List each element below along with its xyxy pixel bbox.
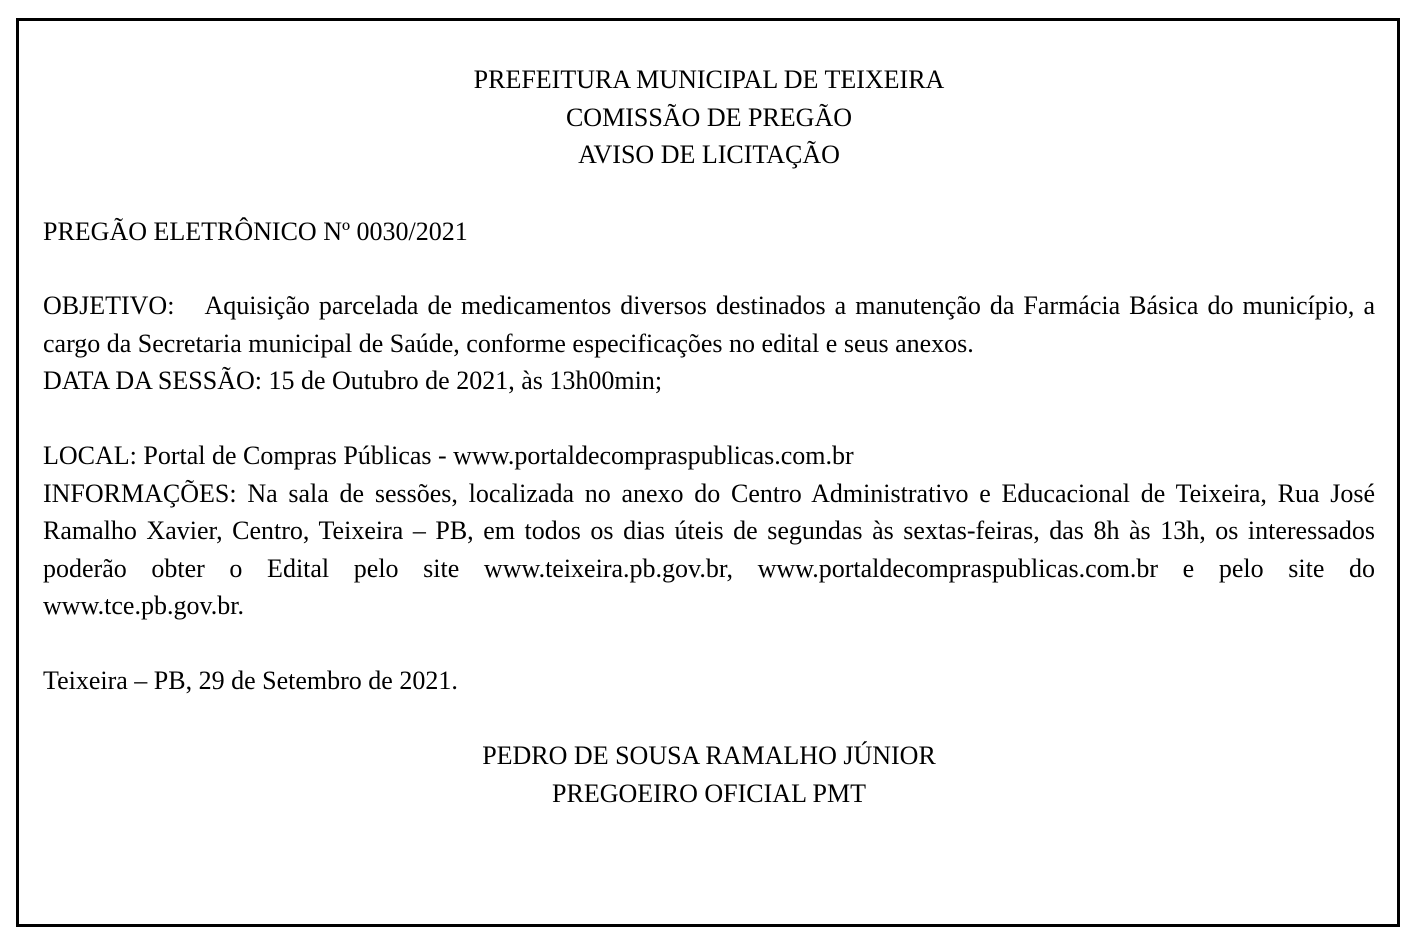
objetivo-label: OBJETIVO: bbox=[43, 291, 175, 320]
signature-name: PEDRO DE SOUSA RAMALHO JÚNIOR bbox=[482, 741, 936, 770]
notice-header bbox=[43, 61, 1375, 174]
objetivo-paragraph bbox=[43, 287, 1375, 362]
informacoes-paragraph: INFORMAÇÕES: Na sala de sessões, localizada no anexo do Centro Administrativo e Educacional de Teixeira, Rua José Ramalho Xavier, Centro, Teixeira – PB, em todos os dias úteis de segundas às sextas-feiras, das 8h às 13h, os interessados poderão obter o Edital pelo site www.teixeira.pb.gov.br, www.portaldecompraspublicas.com.br e pelo site do www.tce.pb.gov.br. bbox=[43, 478, 1375, 620]
local-section bbox=[43, 437, 1375, 625]
header-aviso: AVISO DE LICITAÇÃO bbox=[578, 140, 840, 169]
notice-frame bbox=[16, 18, 1400, 927]
signature-role: PREGOEIRO OFICIAL PMT bbox=[552, 778, 866, 808]
place-date: Teixeira – PB, 29 de Setembro de 2021. bbox=[43, 666, 458, 695]
data-sessao: DATA DA SESSÃO: 15 de Outubro de 2021, às 13h00min; bbox=[43, 366, 663, 395]
objetivo-section bbox=[43, 287, 1375, 400]
objetivo-text: Aquisição parcelada de medicamentos diversos destinados a manutenção da Farmácia Básica do município, a cargo da Secretaria municipal de Saúde, conforme especificações no edital e seus anexos. bbox=[43, 291, 1375, 358]
header-comissao: COMISSÃO DE PREGÃO bbox=[565, 102, 853, 132]
header-prefeitura: PREFEITURA MUNICIPAL DE TEIXEIRA bbox=[473, 65, 945, 94]
local-line: LOCAL: Portal de Compras Públicas - www.portaldecompraspublicas.com.br bbox=[43, 441, 854, 470]
pregao-number: PREGÃO ELETRÔNICO Nº 0030/2021 bbox=[43, 217, 468, 246]
signature-block bbox=[43, 737, 1375, 812]
